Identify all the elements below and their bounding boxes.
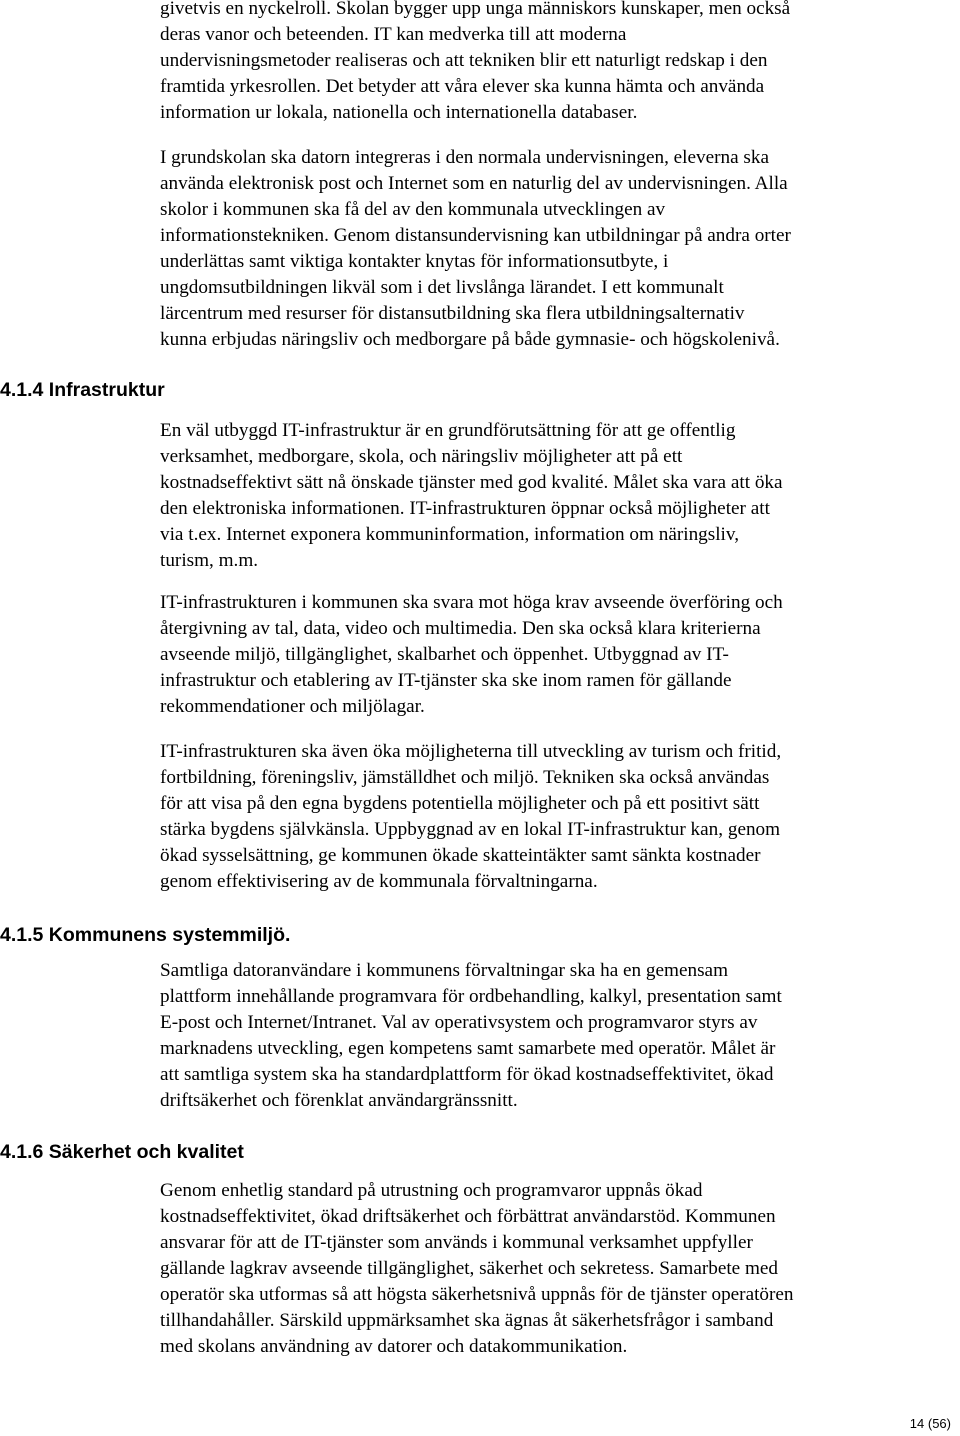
- paragraph-it-infrastruktur-krav: [160, 590, 920, 720]
- page-number: 14 (56): [909, 1416, 951, 1431]
- text-line: IT-infrastrukturen i kommunen ska svara mot höga krav avseende överföring och: [160, 592, 783, 613]
- text-line: informationstekniken. Genom distansundervisning kan utbildningar på andra orter: [160, 225, 791, 246]
- paragraph-school-role: [160, 0, 920, 126]
- text-line: givetvis en nyckelroll. Skolan bygger upp unga människors kunskaper, men också: [160, 0, 791, 19]
- section-heading-sakerhet: 4.1.6 Säkerhet och kvalitet: [0, 1141, 244, 1163]
- text-line: I grundskolan ska datorn integreras i den normala undervisningen, eleverna ska: [160, 147, 770, 168]
- text-line: undervisningsmetoder realiseras och att tekniken blir ett naturligt redskap i den: [160, 50, 768, 71]
- text-line: gällande lagkrav avseende tillgänglighet, säkerhet och sekretess. Samarbete med: [160, 1258, 779, 1279]
- text-line: marknadens utveckling, egen kompetens samt samarbete med operatör. Målet är: [160, 1038, 776, 1059]
- text-line: Genom enhetlig standard på utrustning och programvaror uppnås ökad: [160, 1180, 703, 1201]
- paragraph-it-infrastruktur-utveckling: [160, 739, 920, 895]
- text-line: kunna erbjudas näringsliv och medborgare på både gymnasie- och högskolenivå.: [160, 329, 780, 350]
- paragraph-grundskolan: [160, 145, 920, 353]
- text-line: att samtliga system ska ha standardplattform för ökad kostnadseffektivitet, ökad: [160, 1064, 774, 1085]
- text-line: för att visa på den egna bygdens potentiella möjligheter och på ett positivt sätt: [160, 793, 760, 814]
- section-heading-infrastruktur: 4.1.4 Infrastruktur: [0, 379, 165, 401]
- text-line: kostnadseffektivitet, ökad driftsäkerhet och förbättrat användarstöd. Kommunen: [160, 1206, 776, 1227]
- paragraph-sakerhet: [160, 1178, 920, 1360]
- paragraph-it-infrastruktur-intro: [160, 418, 920, 574]
- text-line: turism, m.m.: [160, 550, 259, 571]
- text-line: fortbildning, föreningsliv, jämställdhet och miljö. Tekniken ska också användas: [160, 767, 770, 788]
- text-line: med skolans användning av datorer och datakommunikation.: [160, 1336, 628, 1357]
- text-line: avseende miljö, tillgänglighet, skalbarhet och öppenhet. Utbyggnad av IT-: [160, 644, 729, 665]
- text-line: lärcentrum med resurser för distansutbildning ska flera utbildningsalternativ: [160, 303, 745, 324]
- text-line: ansvarar för att de IT-tjänster som används i kommunal verksamhet uppfyller: [160, 1232, 753, 1253]
- text-line: stärka bygdens självkänsla. Uppbyggnad av en lokal IT-infrastruktur kan, genom: [160, 819, 781, 840]
- text-line: använda elektronisk post och Internet som en naturlig del av undervisningen. Alla: [160, 173, 788, 194]
- text-line: återgivning av tal, data, video och multimedia. Den ska också klara kriterierna: [160, 618, 761, 639]
- text-line: framtida yrkesrollen. Det betyder att våra elever ska kunna hämta och använda: [160, 76, 765, 97]
- text-line: plattform innehållande programvara för ordbehandling, kalkyl, presentation samt: [160, 986, 782, 1007]
- text-line: E-post och Internet/Intranet. Val av operativsystem och programvaror styrs av: [160, 1012, 758, 1033]
- text-line: genom effektivisering av de kommunala förvaltningarna.: [160, 871, 598, 892]
- text-line: driftsäkerhet och förenklat användargränssnitt.: [160, 1090, 518, 1111]
- text-line: verksamhet, medborgare, skola, och näringsliv möjligheter att på ett: [160, 446, 683, 467]
- text-line: skolor i kommunen ska få del av den kommunala utvecklingen av: [160, 199, 666, 220]
- text-line: deras vanor och beteenden. IT kan medverka till att moderna: [160, 24, 627, 45]
- section-heading-systemmiljo: 4.1.5 Kommunens systemmiljö.: [0, 924, 291, 946]
- text-line: underlättas samt viktiga kontakter knytas för informationsutbyte, i: [160, 251, 669, 272]
- text-line: ökad sysselsättning, ge kommunen ökade skatteintäkter samt sänkta kostnader: [160, 845, 761, 866]
- text-line: infrastruktur och etablering av IT-tjänster ska ske inom ramen för gällande: [160, 670, 732, 691]
- text-line: information ur lokala, nationella och internationella databaser.: [160, 102, 638, 123]
- text-line: kostnadseffektivt sätt nå önskade tjänster med god kvalité. Målet ska vara att öka: [160, 472, 783, 493]
- paragraph-systemmiljo: [160, 958, 920, 1114]
- text-line: Samtliga datoranvändare i kommunens förvaltningar ska ha en gemensam: [160, 960, 728, 981]
- text-line: rekommendationer och miljölagar.: [160, 696, 425, 717]
- text-line: IT-infrastrukturen ska även öka möjligheterna till utveckling av turism och fritid,: [160, 741, 782, 762]
- text-line: via t.ex. Internet exponera kommuninformation, information om näringsliv,: [160, 524, 740, 545]
- text-line: ungdomsutbildningen likväl som i det livslånga lärandet. I ett kommunalt: [160, 277, 724, 298]
- text-line: tillhandahåller. Särskild uppmärksamhet ska ägnas åt säkerhetsfrågor i samband: [160, 1310, 774, 1331]
- text-line: operatör ska utformas så att högsta säkerhetsnivå uppnås för de tjänster operatören: [160, 1284, 794, 1305]
- text-line: En väl utbyggd IT-infrastruktur är en grundförutsättning för att ge offentlig: [160, 420, 736, 441]
- text-line: den elektroniska informationen. IT-infrastrukturen öppnar också möjligheter att: [160, 498, 770, 519]
